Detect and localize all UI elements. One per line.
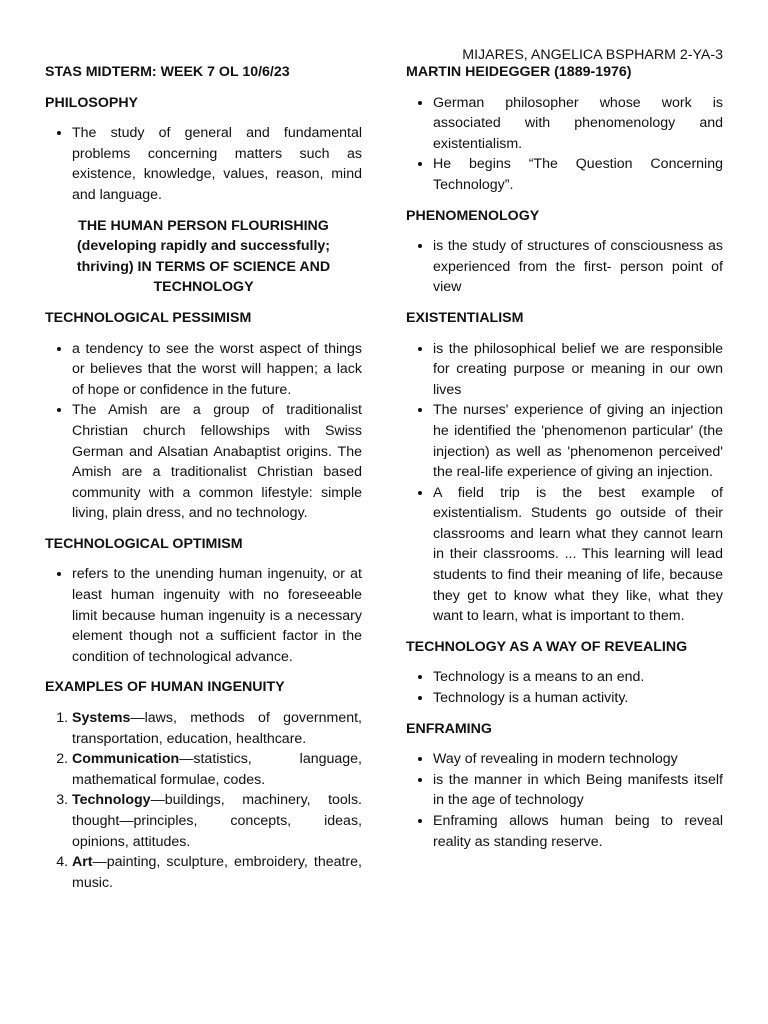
heidegger-heading: MARTIN HEIDEGGER (1889-1976) [406,64,632,80]
list-item [72,708,362,749]
list-item: • refers to the unending human ingenuity, or at least human ingenuity with no foreseeable limit because human ingenuity is a necessary element though not a sufficient factor in the condition of technological advance. [72,564,362,667]
list-item: • is the philosophical belief we are responsible for creating purpose or meaning in our own lives [433,339,723,401]
examples-heading: EXAMPLES OF HUMAN INGENUITY [45,679,285,696]
example-text: —painting, sculpture, embroidery, theatre, music. [72,854,362,891]
list-item: • The Amish are a group of traditionalist Christian church fellowships with Swiss German and Alsatian Anabaptist origins. The Amish are a traditionalist Christian based community with a common lifestyle: simple living, plain dress, and no technology. [72,400,362,524]
list-item: • German philosopher whose work is associated with phenomenology and existentialism. [433,93,723,155]
list-item [72,749,362,790]
list-item: • A field trip is the best example of existentialism. Students go outside of their classrooms and learn what they cannot learn in their classrooms. ... This learning will lead students to find their meaning of life, because they get to know what they like, what they want to learn, what is important to them. [433,483,723,627]
example-text: —statistics, language, mathematical formulae, codes. [72,751,362,788]
heidegger-list [406,93,723,196]
right-column [406,62,723,862]
examples-list [45,708,362,893]
list-item: • is the manner in which Being manifests itself in the age of technology [433,770,723,811]
author-header: MIJARES, ANGELICA BSPHARM 2-YA-3 [462,47,723,63]
phenomenology-list [406,236,723,298]
list-item: • is the study of structures of consciousness as experienced from the first- person point of view [433,236,723,298]
list-item: • a tendency to see the worst aspect of things or believes that the worst will happen; a lack of hope or confidence in the future. [72,339,362,401]
revealing-list [406,667,723,708]
list-item: • Enframing allows human being to reveal reality as standing reserve. [433,811,723,852]
flourishing-heading: THE HUMAN PERSON FLOURISHING (developing rapidly and successfully; thriving) IN TERMS OF SCIENCE AND TECHNOLOGY [76,217,331,296]
list-item: • The study of general and fundamental problems concerning matters such as existence, knowledge, values, reason, mind and language. [72,123,362,205]
list-item: • Technology is a human activity. [433,688,723,709]
list-item [72,790,362,852]
enframing-heading: ENFRAMING [406,720,492,737]
optimism-heading: TECHNOLOGICAL OPTIMISM [45,535,243,552]
philosophy-heading: PHILOSOPHY [45,94,139,111]
example-term: Technology [72,792,151,809]
document-title: STAS MIDTERM: WEEK 7 OL 10/6/23 [45,64,290,80]
list-item: • Technology is a means to an end. [433,667,723,688]
list-item: • The nurses' experience of giving an injection he identified the 'phenomenon particular' (the injection) as well as 'phenomenon perceived' the real-life experience of giving an injection. [433,400,723,482]
pessimism-heading: TECHNOLOGICAL PESSIMISM [45,309,252,326]
list-item: • He begins “The Question Concerning Technology”. [433,154,723,195]
existentialism-heading: EXISTENTIALISM [406,309,524,326]
optimism-list [45,564,362,667]
example-term: Communication [72,751,180,768]
list-item [72,852,362,893]
pessimism-list [45,339,362,524]
left-column [45,62,362,903]
philosophy-list [45,123,362,205]
example-text: —buildings, machinery, tools. thought—principles, concepts, ideas, opinions, attitudes. [72,792,362,850]
list-item: • Way of revealing in modern technology [433,749,723,770]
example-text: —laws, methods of government, transportation, education, healthcare. [72,710,362,747]
revealing-heading: TECHNOLOGY AS A WAY OF REVEALING [406,638,688,655]
example-term: Systems [72,710,131,727]
phenomenology-heading: PHENOMENOLOGY [406,207,540,224]
example-term: Art [72,854,93,871]
existentialism-list [406,339,723,627]
enframing-list [406,749,723,852]
